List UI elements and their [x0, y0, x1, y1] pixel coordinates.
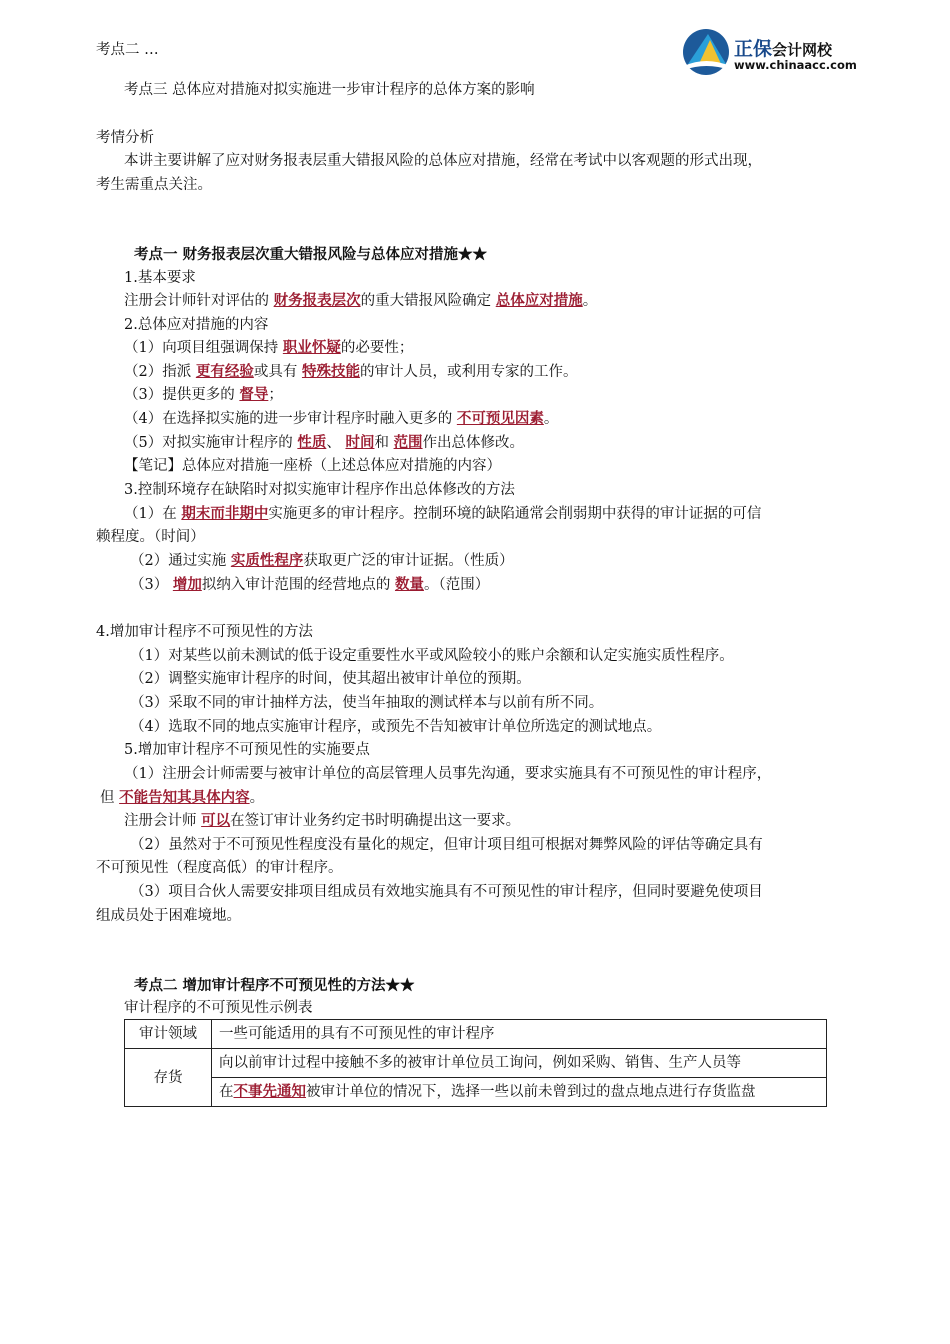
s4-item-3: （3）采取不同的审计抽样方法，使当年抽取的测试样本与以前有所不同。 — [130, 695, 604, 711]
note: 【笔记】总体应对措施一座桥（上述总体应对措施的内容） — [124, 458, 501, 474]
table-cell-procedure-2: 在不事先通知被审计单位的情况下，选择一些以前未曾到过的盘点地点进行存货监盘 — [212, 1078, 827, 1107]
s3-title: 3.控制环境存在缺陷时对拟实施审计程序作出总体修改的方法 — [124, 482, 515, 498]
table-header-procedure: 一些可能适用的具有不可预见性的审计程序 — [212, 1020, 827, 1049]
s5-item-2: （2）虽然对于不可预见性程度没有量化的规定，但审计项目组可根据对舞弊风险的评估等确定具有 — [130, 837, 763, 853]
s4-item-4: （4）选取不同的地点实施审计程序，或预先不告知被审计单位所选定的测试地点。 — [130, 719, 662, 735]
s1-title: 1.基本要求 — [124, 270, 196, 286]
example-table — [124, 1019, 827, 1107]
table-row — [125, 1049, 827, 1078]
table-cell-area: 存货 — [125, 1049, 212, 1107]
logo-url: www.chinaacc.com — [734, 58, 857, 72]
s2-item-3: （3）提供更多的 督导； — [124, 386, 283, 403]
s2-title: 2.总体应对措施的内容 — [124, 317, 269, 333]
s5-item-3-cont: 组成员处于困难境地。 — [96, 908, 241, 924]
table-cell-procedure-1: 向以前审计过程中接触不多的被审计单位员工询问，例如采购、销售、生产人员等 — [212, 1049, 827, 1078]
s2-item-4: （4）在选择拟实施的进一步审计程序时融入更多的 不可预见因素。 — [124, 410, 559, 427]
analysis-line-2: 考生需重点关注。 — [96, 177, 212, 193]
s3-item-1-cont: 赖程度。（时间） — [96, 529, 205, 545]
s5-item-1: （1）注册会计师需要与被审计单位的高层管理人员事先沟通，要求实施具有不可预见性的审计程序， — [124, 766, 772, 782]
s4-item-1: （1）对某些以前未测试的低于设定重要性水平或风险较小的账户余额和认定实施实质性程序。 — [130, 648, 734, 664]
logo-emblem-icon — [680, 26, 736, 76]
header-fragment-text: 考点二 … — [96, 42, 159, 58]
s3-item-2: （2）通过实施 实质性程序获取更广泛的审计证据。（性质） — [130, 552, 514, 569]
s5-item-1-cont: 但 不能告知其具体内容。 — [100, 789, 265, 806]
section2-title: 考点二 增加审计程序不可预见性的方法★★ — [134, 977, 415, 994]
header-fragment — [96, 42, 226, 62]
s5-item-1-note: 注册会计师 可以在签订审计业务约定书时明确提出这一要求。 — [124, 812, 521, 829]
table-row — [125, 1078, 827, 1107]
s5-item-2-cont: 不可预见性（程度高低）的审计程序。 — [96, 860, 343, 876]
s2-item-1: （1）向项目组强调保持 职业怀疑的必要性； — [124, 339, 414, 356]
logo-brand-name: 正保 — [734, 38, 773, 60]
table-header-area: 审计领域 — [125, 1020, 212, 1049]
table-caption: 审计程序的不可预见性示例表 — [124, 1000, 313, 1016]
section1-title: 考点一 财务报表层次重大错报风险与总体应对措施★★ — [134, 246, 488, 263]
s4-item-2: （2）调整实施审计程序的时间，使其超出被审计单位的预期。 — [130, 671, 531, 687]
s5-title: 5.增加审计程序不可预见性的实施要点 — [124, 742, 370, 758]
s2-item-5: （5）对拟实施审计程序的 性质、 时间和 范围作出总体修改。 — [124, 434, 525, 451]
table-header-row — [125, 1020, 827, 1049]
intro-line: 考点三 总体应对措施对拟实施进一步审计程序的总体方案的影响 — [124, 82, 535, 98]
s2-item-2: （2）指派 更有经验或具有 特殊技能的审计人员，或利用专家的工作。 — [124, 363, 578, 380]
s3-item-1: （1）在 期末而非期中实施更多的审计程序。控制环境的缺陷通常会削弱期中获得的审计证据的可信 — [124, 505, 762, 522]
analysis-title: 考情分析 — [96, 130, 154, 146]
logo-brand — [734, 34, 832, 61]
s5-item-3: （3）项目合伙人需要安排项目组成员有效地实施具有不可预见性的审计程序，但同时要避免使项目 — [130, 884, 763, 900]
s1-text: 注册会计师针对评估的 财务报表层次的重大错报风险确定 总体应对措施。 — [124, 292, 598, 309]
s4-title: 4.增加审计程序不可预见性的方法 — [96, 624, 313, 640]
analysis-line-1: 本讲主要讲解了应对财务报表层重大错报风险的总体应对措施，经常在考试中以客观题的形式出现， — [124, 153, 762, 169]
logo-brand-suffix: 会计网校 — [772, 41, 833, 59]
s3-item-3: （3） 增加拟纳入审计范围的经营地点的 数量。（范围） — [130, 576, 490, 593]
